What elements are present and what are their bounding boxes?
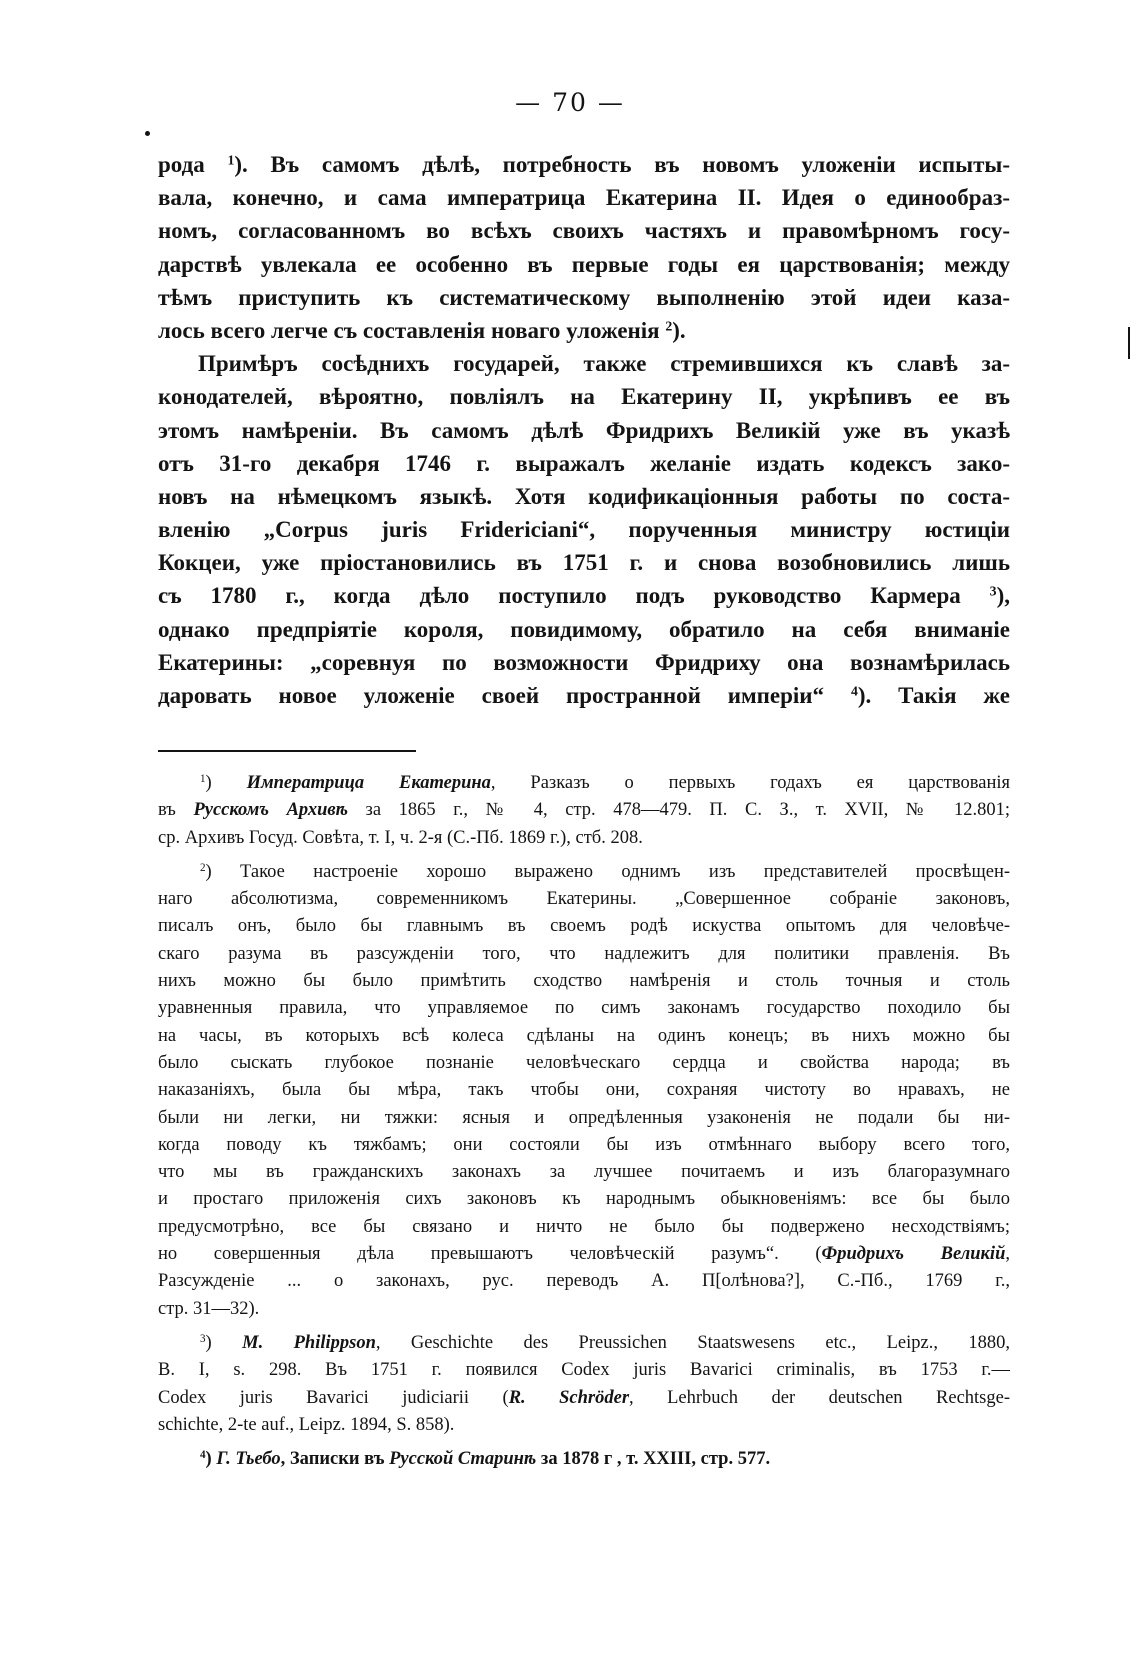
footnote-3-line: schichte, 2-te auf., Leipz. 1894, S. 858). bbox=[158, 1414, 455, 1435]
text-line: тѣмъ приступить къ систематическому выполненію этой идеи каза- bbox=[158, 284, 1010, 310]
text-line: вала, конечно, и сама императрица Екатерина II. Идея о единообраз- bbox=[158, 185, 1010, 211]
text-line: однако предпріятіе короля, повидимому, обратило на себя вниманіе bbox=[158, 616, 1010, 642]
footnote-2-line: было сыскать глубокое познаніе человѣческаго сердца и свойства народа; въ bbox=[158, 1052, 1010, 1073]
footnote-2-line: уравненныя правила, что управляемое по симъ законамъ государство походило бы bbox=[158, 998, 1010, 1019]
footnote-2-line: писалъ онъ, было бы главнымъ въ своемъ родѣ искуства опытомъ для человѣче- bbox=[158, 916, 1010, 937]
text-line: даровать новое уложеніе своей пространной имперіи“ $^4$). Такія же bbox=[158, 683, 1010, 708]
footnote-2-line: наказаніяхъ, была бы мѣра, такъ чтобы они, сохраняя чистоту во нравахъ, не bbox=[158, 1080, 1010, 1101]
text-line: съ 1780 г., когда дѣло поступило подъ руководство Кармера $^3$), bbox=[158, 583, 1010, 609]
footnote-2-line: когда поводу къ тяжбамъ; они состояли бы изъ отмѣннаго выбору всего того, bbox=[158, 1134, 1010, 1155]
footnote-3-line: Codex juris Bavarici judiciarii (R. Schröder, Lehrbuch der deutschen Rechtsge- bbox=[158, 1387, 1010, 1408]
text-line: Екатерины: „соревнуя по возможности Фридриху она вознамѣрилась bbox=[158, 649, 1010, 675]
footnote-2-line: скаго разума въ разсужденіи того, что надлежитъ для политики правленія. Въ bbox=[158, 943, 1010, 964]
margin-tick-mark bbox=[1128, 327, 1130, 359]
footnote-1-line: $^1$) Императрица Екатерина, Разказъ о первыхъ годахъ ея царствованія bbox=[200, 772, 1010, 793]
text-line: Примѣръ сосѣднихъ государей, также стремившихся къ славѣ за- bbox=[198, 351, 1010, 377]
footnote-2-line: Разсужденіе ... о законахъ, рус. переводъ А. П[олѣнова?], С.-Пб., 1769 г., bbox=[158, 1271, 1010, 1292]
footnote-separator bbox=[158, 750, 416, 752]
text-line: вленію „Corpus juris Fridericiani“, порученныя министру юстиціи bbox=[158, 517, 1010, 543]
footnote-2-line: на часы, въ которыхъ всѣ колеса сдѣланы на одинъ конецъ; въ нихъ можно бы bbox=[158, 1025, 1010, 1046]
footnote-1-line: въ Русскомъ Архивѣ за 1865 г., № 4, стр. 478—479. П. С. З., т. XVII, № 12.801; bbox=[158, 800, 1010, 821]
footnote-2-line: предусмотрѣно, все бы связано и ничто не было бы подвержено несходствіямъ; bbox=[158, 1216, 1010, 1237]
text-line: отъ 31-го декабря 1746 г. выражалъ желаніе издать кодексъ зако- bbox=[158, 450, 1010, 476]
margin-dot-mark bbox=[145, 131, 150, 136]
footnote-2-line: и простаго приложенія сихъ законовъ къ народнымъ обыкновеніямъ: все бы было bbox=[158, 1189, 1010, 1210]
text-line: номъ, согласованномъ во всѣхъ своихъ частяхъ и правомѣрномъ госу- bbox=[158, 218, 1010, 244]
footnote-3-line: $^3$) M. Philippson, Geschichte des Preussichen Staatswesens etc., Leipz., 1880, bbox=[200, 1332, 1010, 1353]
text-line: рода $^1$). Въ самомъ дѣлѣ, потребность въ новомъ уложеніи испыты- bbox=[158, 152, 1010, 177]
text-line: новъ на нѣмецкомъ языкѣ. Хотя кодификаціонныя работы по соста- bbox=[158, 483, 1010, 509]
text-line: Кокцеи, уже пріостановились въ 1751 г. и снова возобновились лишь bbox=[158, 550, 1010, 576]
footnote-4-line: $^4$) Г. Тьебо, Записки въ Русской Старинѣ за 1878 г , т. XXIII, стр. 577. bbox=[200, 1449, 771, 1470]
footnote-2-line: но совершенныя дѣла превышаютъ человѣческій разумъ“. (Фридрихъ Великій, bbox=[158, 1244, 1010, 1265]
main-text bbox=[158, 148, 1010, 712]
footnote-1-line: ср. Архивъ Госуд. Совѣта, т. I, ч. 2-я (С.-Пб. 1869 г.), стб. 208. bbox=[158, 827, 643, 848]
text-line: этомъ намѣреніи. Въ самомъ дѣлѣ Фридрихъ Великій уже въ указѣ bbox=[158, 417, 1010, 443]
footnote-2-line: нихъ можно бы было примѣтить сходство намѣренія и столь точныя и столь bbox=[158, 971, 1010, 992]
footnote-2-line: $^2$) Такое настроеніе хорошо выражено однимъ изъ представителей просвѣщен- bbox=[200, 861, 1010, 882]
footnote-2-line: стр. 31—32). bbox=[158, 1298, 260, 1319]
text-line: лось всего легче съ составленія новаго уложенія $^2$). bbox=[158, 317, 686, 343]
footnote-2-line: что мы въ гражданскихъ законахъ за лучшее почитаемъ и изъ благоразумнаго bbox=[158, 1162, 1010, 1183]
footnote-2-line: были ни легки, ни тяжки: ясныя и опредѣленныя узаконенія не подали бы ни- bbox=[158, 1107, 1010, 1128]
text-line: дарствѣ увлекала ее особенно въ первые годы ея царствованія; между bbox=[158, 251, 1010, 277]
footnotes bbox=[158, 770, 1010, 1473]
page-number: — 70 — bbox=[515, 88, 625, 117]
text-line: конодателей, вѣроятно, повліялъ на Екатерину II, укрѣпивъ ее въ bbox=[158, 384, 1010, 410]
footnote-3-line: B. I, s. 298. Въ 1751 г. появился Codex juris Bavarici criminalis, въ 1753 г.— bbox=[158, 1360, 1010, 1381]
footnote-2-line: наго абсолютизма, современникомъ Екатерины. „Совершенное собраніе законовъ, bbox=[158, 889, 1010, 910]
